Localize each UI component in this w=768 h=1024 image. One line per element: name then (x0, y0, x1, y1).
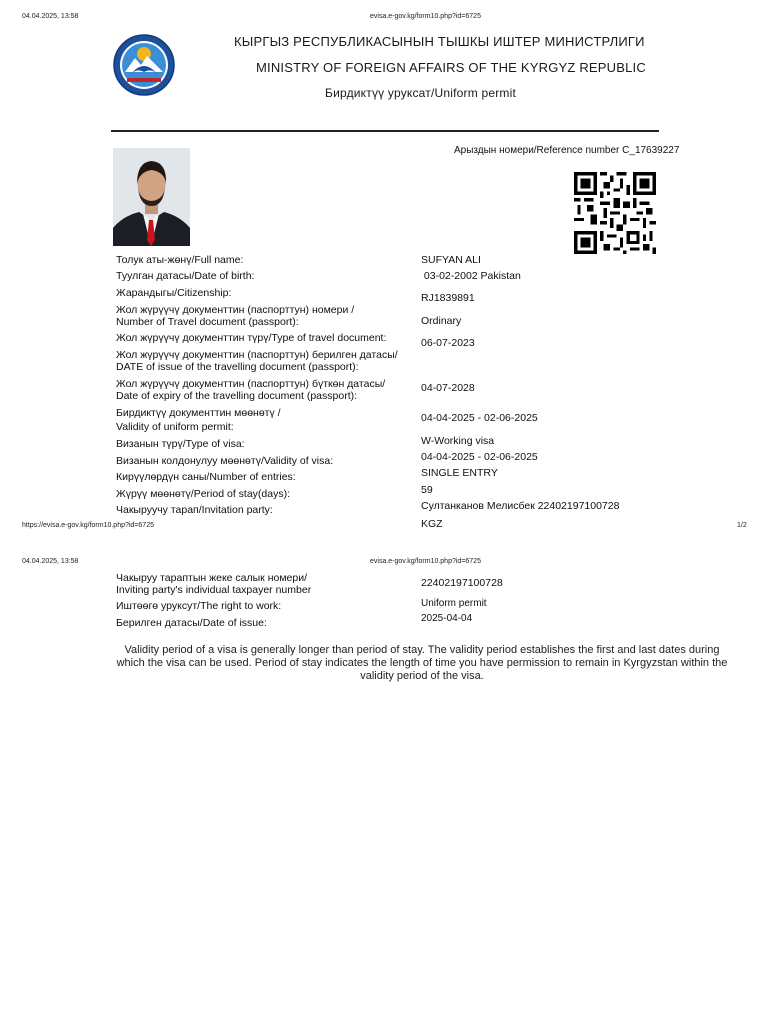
print-footer-url: https://evisa.e-gov.kg/form10.php?id=6725 (22, 522, 154, 529)
field-label-period-of-stay: Жүрүү мөөнөтү/Period of stay(days): (116, 488, 291, 500)
print-page-number: 1/2 (737, 522, 747, 529)
field-label-citizenship: Жарандыгы/Citizenship: (116, 287, 232, 299)
field-label-entries: Кирүүлөрдүн саны/Number of entries: (116, 471, 296, 483)
field-label-permit-validity: Бирдиктүү документтин мөөнөтү / (116, 407, 281, 419)
field-label-passport-issue: Жол жүрүүчү документтин (паспорттун) берилген датасы/ (116, 349, 398, 361)
field-label-passport-number: Жол жүрүүчү документтин (паспорттун) номери / (116, 304, 355, 316)
print-datetime-page2: 04.04.2025, 13:58 (22, 558, 79, 565)
field-label-passport-expiry: Жол жүрүүчү документтин (паспорттун) бүткөн датасы/ (116, 378, 386, 390)
field-label-passport-number-en: Number of Travel document (passport): (116, 316, 299, 328)
field-label-visa-type: Визанын түрү/Type of visa: (116, 438, 245, 450)
field-value-passport-number: Ordinary (421, 315, 462, 327)
field-label-permit-validity-en: Validity of uniform permit: (116, 421, 234, 433)
header-divider (111, 130, 659, 132)
field-label-taxpayer-number-en: Inviting party's individual taxpayer number (116, 584, 312, 596)
field-label-visa-validity: Визанын колдонулуу мөөнөтү/Validity of visa: (116, 455, 334, 467)
field-value-visa-type: W-Working visa (421, 435, 495, 447)
print-url-page2: evisa.e-gov.kg/form10.php?id=6725 (370, 558, 481, 565)
field-value-period-of-stay: 59 (421, 484, 433, 496)
field-label-taxpayer-number: Чакыруу тараптын жеке салык номери/ (116, 572, 308, 584)
field-value-invitation-party: Султанканов Мелисбек 22402197100728 (421, 500, 620, 512)
field-label-date-of-issue: Берилген датасы/Date of issue: (116, 617, 267, 629)
field-value-taxpayer-number: 22402197100728 (421, 577, 503, 589)
validity-explanation-note: Validity period of a visa is generally longer than period of stay. The validity period establishes the first and last dates during which the visa can be used. Period of stay indicates the length of time you have permission to remain in Kyrgyzstan within the validity period of the visa. (116, 644, 728, 682)
field-value-permit-validity: 04-04-2025 - 02-06-2025 (421, 412, 538, 424)
ministry-title-en: MINISTRY OF FOREIGN AFFAIRS OF THE KYRGYZ REPUBLIC (256, 60, 646, 75)
applicant-photo (113, 148, 190, 246)
print-datetime: 04.04.2025, 13:58 (22, 13, 79, 20)
field-value-entries: SINGLE ENTRY (421, 467, 498, 479)
field-value-country: KGZ (421, 518, 443, 530)
field-value-right-to-work: Uniform permit (421, 598, 487, 609)
field-label-travel-doc-type: Жол жүрүүчү документтин түрү/Type of travel document: (116, 332, 387, 344)
field-label-date-of-birth: Туулган датасы/Date of birth: (116, 270, 255, 282)
field-label-invitation-party: Чакыруучу тарап/Invitation party: (116, 504, 273, 516)
ministry-title-kg: КЫРГЫЗ РЕСПУБЛИКАСЫНЫН ТЫШКЫ ИШТЕР МИНИСТРЛИГИ (234, 34, 645, 49)
reference-number: Арыздын номери/Reference number C_17639227 (454, 145, 680, 156)
field-value-date-of-issue: 2025-04-04 (421, 613, 473, 624)
kyrgyz-emblem-icon (113, 34, 175, 96)
qr-code-icon (574, 172, 656, 254)
field-label-passport-issue-en: DATE of issue of the travelling document (passport): (116, 361, 359, 373)
field-value-date-of-birth: 03-02-2002 Pakistan (421, 270, 521, 282)
field-value-visa-validity: 04-04-2025 - 02-06-2025 (421, 451, 538, 463)
field-label-passport-expiry-en: Date of expiry of the travelling document (passport): (116, 390, 358, 402)
field-label-full-name: Толук аты-жөнү/Full name: (116, 254, 244, 266)
field-value-passport-expiry: 04-07-2028 (421, 382, 475, 394)
document-subtitle: Бирдиктүү уруксат/Uniform permit (325, 86, 517, 100)
print-url: evisa.e-gov.kg/form10.php?id=6725 (370, 13, 481, 20)
field-label-right-to-work: Иштөөгө уруксут/The right to work: (116, 600, 282, 612)
field-value-full-name: SUFYAN ALI (421, 254, 481, 266)
field-value-citizenship: RJ1839891 (421, 292, 475, 304)
field-value-travel-doc-type: 06-07-2023 (421, 337, 475, 349)
